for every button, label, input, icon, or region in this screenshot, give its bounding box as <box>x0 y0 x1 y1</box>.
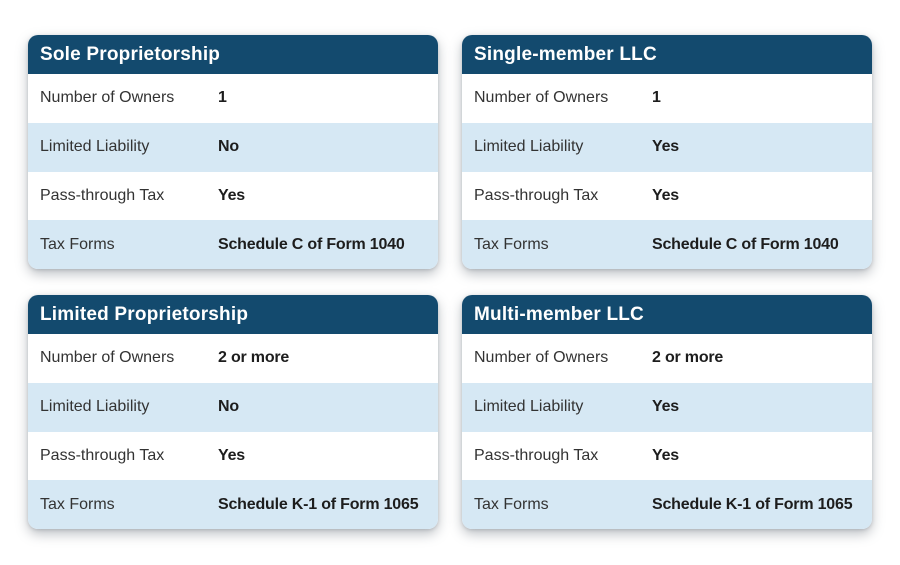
row-value: Yes <box>652 398 679 416</box>
card-title: Single-member LLC <box>474 43 657 65</box>
row-value: 1 <box>652 89 661 107</box>
table-row <box>462 220 872 269</box>
table-row <box>28 220 438 269</box>
table-row <box>28 432 438 481</box>
row-label: Limited Liability <box>474 138 584 156</box>
entity-card-limited-proprietorship <box>28 295 438 529</box>
table-row <box>462 172 872 221</box>
entity-card-multi-member-llc <box>462 295 872 529</box>
table-row <box>28 480 438 529</box>
table-row <box>462 383 872 432</box>
row-value: Yes <box>652 186 679 204</box>
row-label: Pass-through Tax <box>474 186 599 204</box>
row-value: No <box>218 138 239 156</box>
card-header <box>462 295 872 334</box>
row-label: Tax Forms <box>474 235 549 253</box>
row-label: Pass-through Tax <box>40 186 165 204</box>
table-row <box>462 123 872 172</box>
row-value: Schedule C of Form 1040 <box>652 235 839 253</box>
row-value: Yes <box>652 446 679 464</box>
row-label: Tax Forms <box>40 495 115 513</box>
row-label: Pass-through Tax <box>40 446 165 464</box>
table-row <box>462 480 872 529</box>
table-row <box>28 123 438 172</box>
entity-card-sole-proprietorship <box>28 35 438 269</box>
row-label: Tax Forms <box>474 495 549 513</box>
table-row <box>462 334 872 383</box>
row-label: Limited Liability <box>40 138 150 156</box>
card-header <box>462 35 872 74</box>
row-label: Number of Owners <box>474 89 609 107</box>
table-row <box>462 432 872 481</box>
row-label: Number of Owners <box>40 349 175 367</box>
table-row <box>28 383 438 432</box>
row-value: 2 or more <box>652 349 724 367</box>
row-value: Schedule K-1 of Form 1065 <box>218 495 419 513</box>
row-value: Schedule C of Form 1040 <box>218 235 405 253</box>
row-value: No <box>218 398 239 416</box>
row-label: Number of Owners <box>40 89 175 107</box>
row-label: Limited Liability <box>40 398 150 416</box>
row-value: Yes <box>652 138 679 156</box>
row-value: Yes <box>218 186 245 204</box>
card-title: Limited Proprietorship <box>40 303 249 325</box>
row-label: Pass-through Tax <box>474 446 599 464</box>
row-value: 1 <box>218 89 227 107</box>
card-body <box>28 74 438 269</box>
row-label: Number of Owners <box>474 349 609 367</box>
card-body <box>462 74 872 269</box>
row-label: Tax Forms <box>40 235 115 253</box>
card-header <box>28 295 438 334</box>
row-value: 2 or more <box>218 349 290 367</box>
table-row <box>28 334 438 383</box>
table-row <box>462 74 872 123</box>
row-label: Limited Liability <box>474 398 584 416</box>
card-title: Sole Proprietorship <box>40 43 221 65</box>
card-body <box>462 334 872 529</box>
card-title: Multi-member LLC <box>474 303 644 325</box>
card-body <box>28 334 438 529</box>
card-header <box>28 35 438 74</box>
row-value: Yes <box>218 446 245 464</box>
table-row <box>28 172 438 221</box>
row-value: Schedule K-1 of Form 1065 <box>652 495 853 513</box>
table-row <box>28 74 438 123</box>
entity-card-single-member-llc <box>462 35 872 269</box>
